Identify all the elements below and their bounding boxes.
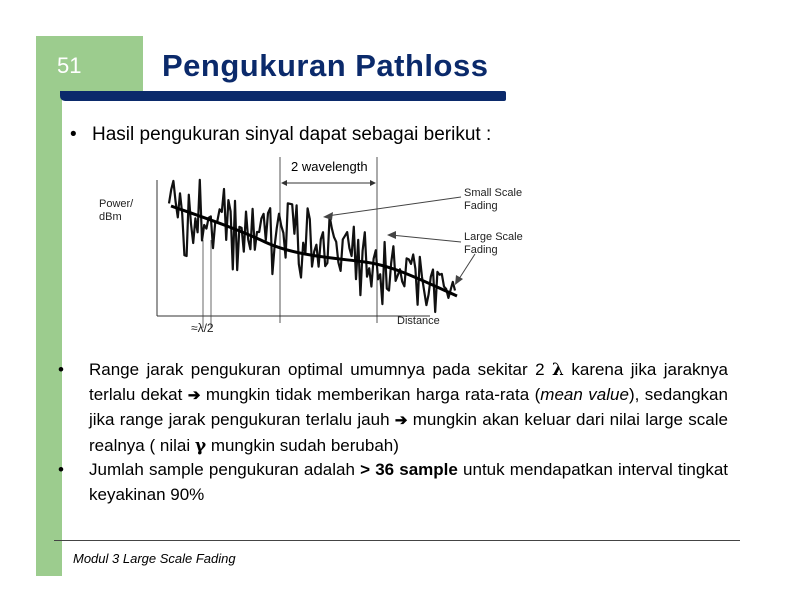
slide-title: Pengukuran Pathloss — [162, 48, 489, 83]
bullet-sample-text-1: Jumlah sample pengukuran adalah — [89, 460, 355, 479]
slide-number: 51 — [57, 53, 82, 78]
bullet-range-text-2: karena jika jaraknya terlalu dekat — [89, 360, 728, 404]
large-scale-label-line1: Large Scale — [464, 231, 523, 243]
bullet-range-text-4: ), sedangkan jika range jarak pengukuran terlalu jauh — [89, 384, 728, 429]
gamma-symbol: γ — [194, 435, 207, 456]
intro-bullet-text: Hasil pengukuran sinyal dapat sebagai berikut : — [92, 124, 492, 145]
sample-count-value: > 36 sample — [360, 460, 458, 479]
bullet-range — [58, 358, 728, 458]
wavelength-label: 2 wavelength — [291, 159, 368, 174]
bullet-icon: • — [58, 460, 64, 479]
bullet-sample-text-2: untuk mendapatkan interval tingkat keyakinan 90% — [89, 460, 729, 504]
mean-value-term: mean value — [540, 384, 629, 404]
bullet-range-text-3: mungkin tidak memberikan harga rata-rata ( — [205, 384, 541, 404]
x-axis-label: Distance — [397, 315, 440, 327]
right-arrow-icon: ➔ — [394, 412, 408, 429]
large-scale-label-line2: Fading — [464, 244, 498, 256]
bullet-range-text-1: Range jarak pengukuran optimal umumnya pada sekitar 2 — [89, 360, 545, 379]
small-scale-fading-trace — [169, 180, 455, 312]
bullet-icon: • — [70, 124, 77, 145]
bullet-icon: • — [58, 360, 64, 379]
footer-module-label: Modul 3 Large Scale Fading — [73, 551, 236, 566]
bullet-range-text-6: mungkin sudah berubah) — [210, 435, 399, 455]
intro-bullet — [70, 124, 491, 146]
right-arrow-icon: ➔ — [187, 386, 201, 404]
y-axis-label-line2: dBm — [99, 211, 122, 223]
bullet-sample-count — [58, 458, 728, 507]
footer-divider — [54, 540, 740, 541]
fading-figure — [95, 170, 555, 340]
bullet-range-text-5: mungkin akan keluar dari nilai large scale realnya ( nilai — [89, 410, 728, 455]
small-scale-label-line2: Fading — [464, 200, 498, 212]
title-underline — [60, 91, 506, 101]
bullet-list — [58, 358, 728, 507]
half-lambda-label: ≈λ/2 — [191, 321, 214, 335]
y-axis-label-line1: Power/ — [99, 198, 134, 210]
small-scale-label-line1: Small Scale — [464, 187, 523, 199]
slide-number-box — [36, 36, 143, 96]
lambda-symbol: λ — [552, 360, 564, 380]
